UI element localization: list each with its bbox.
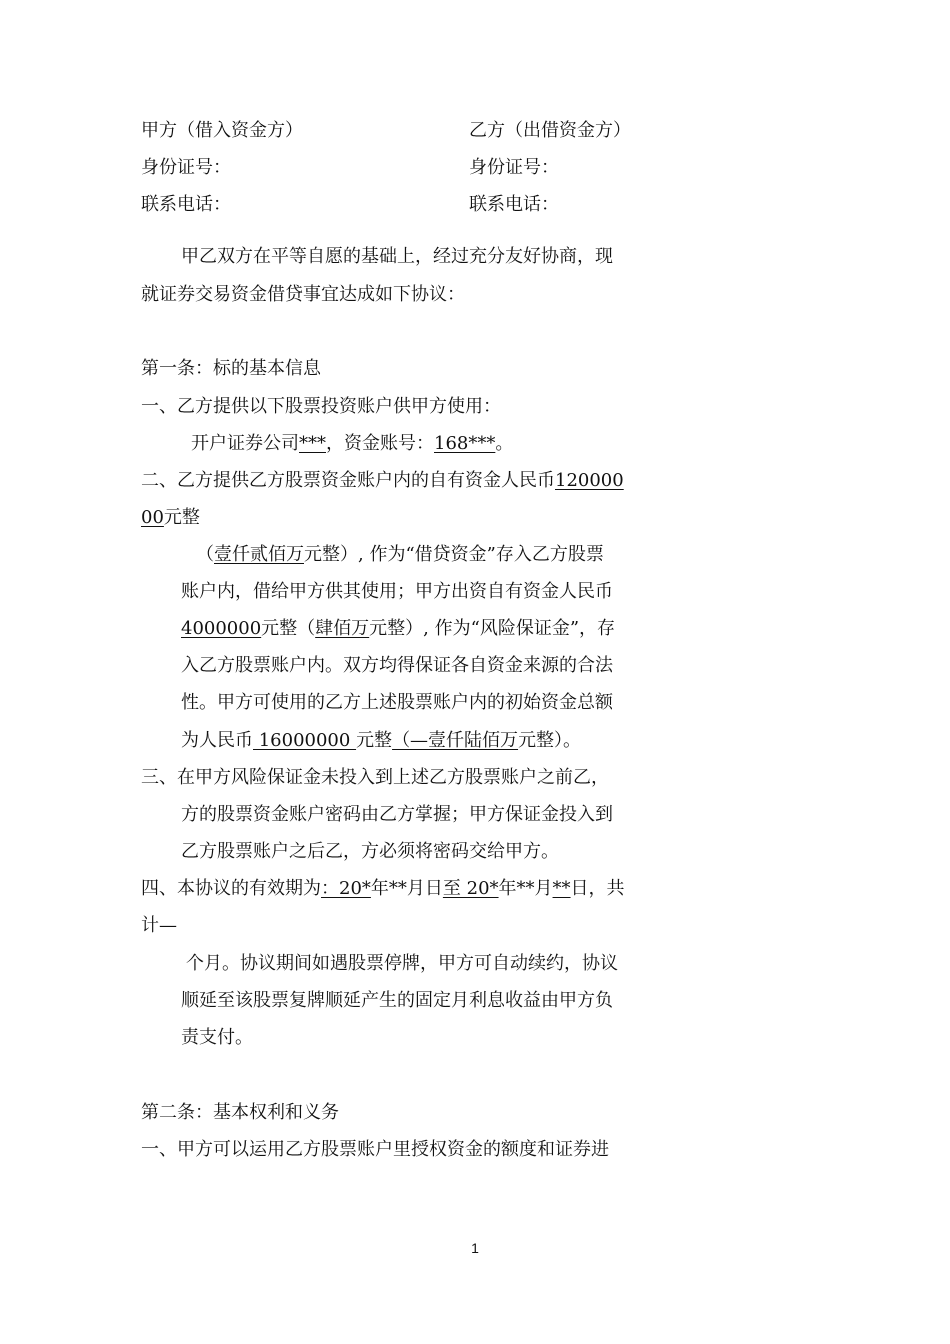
- item-2-unit: 元整: [163, 507, 200, 528]
- article-1-item-4-line-1: 四、本协议的有效期为：20*年**月日至 20*年**月**日，共: [141, 878, 625, 899]
- party-a-label: 甲方（借入资金方）: [141, 120, 303, 141]
- article-1-item-3-line-3: 乙方股票账户之后乙，方必须将密码交给甲方。: [181, 841, 559, 862]
- party-a-phone-label: 联系电话：: [141, 194, 231, 215]
- account-line: [191, 433, 513, 455]
- article-1-item-2-line-1: [141, 470, 624, 492]
- page-number: 1: [471, 1240, 479, 1256]
- loan-amount-part-2: 00: [141, 507, 164, 528]
- intro-line-1: 甲乙双方在平等自愿的基础上，经过充分友好协商，现: [181, 246, 613, 267]
- margin-amount-chinese: 肆佰万: [315, 618, 370, 639]
- loan-line-5: 性。甲方可使用的乙方上述股票账户内的初始资金总额: [181, 692, 613, 713]
- account-text-1: 开户证券公司: [191, 433, 299, 454]
- article-1-item-4-line-3: 个月。协议期间如遇股票停牌，甲方可自动续约，协议: [186, 953, 618, 974]
- loan-line-1: （壹仟贰佰万元整）, 作为“借贷资金”存入乙方股票: [196, 544, 604, 565]
- party-a-id-label: 身份证号：: [141, 157, 231, 178]
- article-1-item-1: 一、乙方提供以下股票投资账户供甲方使用：: [141, 396, 501, 417]
- margin-amount: 4000000: [181, 618, 262, 639]
- article-2-title: 第二条：基本权利和义务: [141, 1102, 339, 1123]
- total-amount: 16000000: [253, 730, 357, 751]
- loan-amount-chinese: 壹仟贰佰万: [214, 544, 304, 565]
- securities-company: ***: [299, 433, 326, 454]
- loan-line-4: 入乙方股票账户内。双方均得保证各自资金来源的合法: [181, 655, 613, 676]
- article-1-item-2-line-2: [141, 507, 200, 529]
- loan-line-2: 账户内，借给甲方供其使用；甲方出资自有资金人民币: [181, 581, 613, 602]
- article-1-item-4-line-2: 计—: [141, 915, 177, 936]
- validity-end-year: 至 20*: [442, 878, 499, 899]
- article-1-title: 第一条：标的基本信息: [141, 358, 321, 379]
- article-1-item-4-line-4: 顺延至该股票复牌顺延产生的固定月利息收益由甲方负: [181, 990, 613, 1011]
- account-text-3: 。: [495, 433, 514, 454]
- loan-amount-part-1: 120000: [555, 470, 624, 491]
- article-1-item-3-line-2: 方的股票资金账户密码由乙方掌握；甲方保证金投入到: [181, 804, 613, 825]
- party-b-phone-label: 联系电话：: [469, 194, 559, 215]
- item-2-text: 二、乙方提供乙方股票资金账户内的自有资金人民币: [141, 470, 555, 491]
- total-amount-chinese: （—壹仟陆佰万: [392, 730, 519, 751]
- validity-end-day: **: [552, 878, 571, 899]
- party-b-id-label: 身份证号：: [469, 157, 559, 178]
- party-b-label: 乙方（出借资金方）: [469, 120, 631, 141]
- article-1-item-4-line-5: 责支付。: [181, 1027, 253, 1048]
- article-1-item-3-line-1: 三、在甲方风险保证金未投入到上述乙方股票账户之前乙，: [141, 767, 609, 788]
- account-text-2: ，资金账号：: [326, 433, 434, 454]
- article-2-item-1: 一、甲方可以运用乙方股票账户里授权资金的额度和证券进: [141, 1139, 609, 1160]
- account-number: 168***: [434, 433, 496, 454]
- intro-line-2: 就证券交易资金借贷事宜达成如下协议：: [141, 284, 465, 305]
- validity-start-year: ：20*: [321, 878, 371, 899]
- loan-line-3: 4000000元整（肆佰万元整）, 作为“风险保证金”，存: [181, 618, 616, 639]
- loan-line-6: 为人民币 16000000 元整（—壹仟陆佰万元整）。: [181, 730, 582, 751]
